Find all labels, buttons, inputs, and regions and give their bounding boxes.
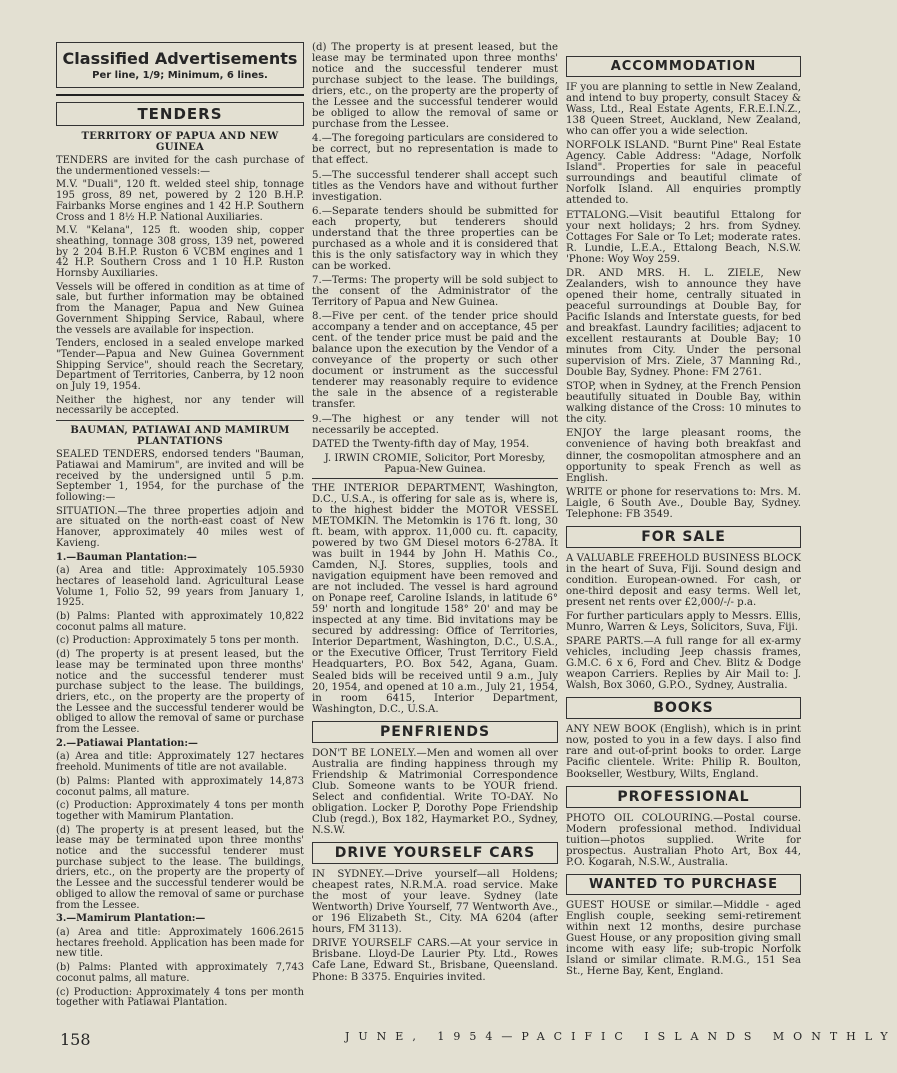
ad-paragraph: DRIVE YOURSELF CARS.—At your service in Brisbane. Lloyd-De Laurier Pty. Ltd., Rowes Cafe Lane, Edward St., Brisbane, Queensland. Phone: B 3375. Enquiries invited. [312,938,558,983]
divider [312,478,558,479]
ad-paragraph: GUEST HOUSE or similar.—Middle - aged English couple, seeking semi-retirement within next 12 months, desire purchase Guest House, or any proposition giving small income with easy life; sub-tropic Norfolk Island or similar climate. R.M.G., 151 Sea St., Herne Bay, Kent, England. [566,899,801,978]
ad-paragraph: THE INTERIOR DEPARTMENT, Washington, D.C., U.S.A., is offering for sale as is, where is, to the highest bidder the MOTOR VESSEL METOMKIN. The Metomkin is 176 ft. long, 30 ft. beam, with approx. 11,000 cu. ft. capacity, powered by two GM Diesel motors 6-278A. It was built in 1944 by John H. Mathis Co., Camden, N.J. Stores, supplies, tools and navigation equipment have been removed and are not included. The vessel is hard aground on Ponape reef, Caroline Islands, in latitude 6° 59' north and longitude 158° 20' and may be inspected at any time. Bid invitations may be secured by addressing: Office of Territories, Interior Department, Washington, D.C., U.S.A., or the Executive Officer, Trust Territory Field Headquarters, P.O. Box 542, Agana, Guam. Sealed bids will be received until 9 a.m., July 20, 1954, and opened at 10 a.m., July 21, 1954, in room 6415, Interior Department, Washington, D.C., U.S.A. [312,482,558,715]
divider [56,94,304,96]
section-heading-books: BOOKS [566,697,801,719]
ad-paragraph: IN SYDNEY.—Drive yourself—all Holdens; cheapest rates, N.R.M.A. road service. Make the most of your leave. Sydney (late Wentworth) Drive Yourself, 77 Wentworth Ave., or 196 Elizabeth St., City. MA 6204 (after hours, FM 3113). [312,869,558,936]
column-2 [312,42,558,986]
ad-paragraph: SEALED TENDERS, endorsed tenders "Bauman, Patiawai and Mamirum", are invited and will be received by the undersigned until 5 p.m. September 1, 1954, for the purchase of the following:— [56,449,304,503]
ad-paragraph: SITUATION.—The three properties adjoin and are situated on the north-east coast of New Hanover, approximately 40 miles west of Kavieng. [56,505,304,549]
section-heading-accommodation: ACCOMMODATION [566,56,801,77]
ad-paragraph: DATED the Twenty-fifth day of May, 1954. [312,438,530,450]
subheading-territory: TERRITORY OF PAPUA AND NEW GUINEA [81,131,279,153]
ad-paragraph: IF you are planning to settle in New Zealand, and intend to buy property, consult Stacey & Wass, Ltd., Real Estate Agents, F.R.E.I.N.Z., 138 Queen Street, Auckland, New Zealand, who can offer you a wide selection. [566,82,802,138]
ad-paragraph: Tenders, enclosed in a sealed envelope marked "Tender—Papua and New Guinea Government Shipping Service", should reach the Secretary, Department of Territories, Canberra, by 12 noon on July 19, 1954. [56,338,304,393]
subheading-plantations: BAUMAN, PATIAWAI AND MAMIRUM PLANTATIONS [70,425,290,448]
ad-paragraph: (d) The property is at present leased, but the lease may be terminated upon three months' notice and the successful tenderer must purchase subject to the lease. The buildings, driers, etc., on the property are the property of the Lessee and the successful tenderer would be obliged to allow the removal of same or purchase from the Lessee. [312,42,558,131]
page-number: 158 [60,1030,91,1049]
ad-paragraph: 5.—The successful tenderer shall accept such titles as the Vendors have and without further investigation. [312,169,558,203]
running-footer: JUNE, 1954—PACIFIC ISLANDS MONTHLY [345,1030,897,1043]
ad-paragraph: (d) The property is at present leased, but the lease may be terminated upon three months' notice and the successful tenderer must purchase subject to the lease. The buildings, driers, etc., on the property are the property of the Lessee and the successful tenderer would be obliged to allow the removal of same or purchase from the Lessee. [56,824,304,911]
ad-paragraph: A VALUABLE FREEHOLD BUSINESS BLOCK in the heart of Suva, Fiji. Sound design and condition. European-owned. For cash, or one-third deposit and easy terms. Well let, present net rents over £2,000/-/- p.a. [566,552,801,608]
ad-paragraph: ETTALONG.—Visit beautiful Ettalong for your next holidays; 2 hrs. from Sydney. Cottages For Sale or To Let; moderate rates. R. Lundie, L.E.A., Ettalong Beach, N.S.W. 'Phone: Woy Woy 259. [566,209,801,265]
ad-paragraph: (b) Palms: Planted with approximately 7,743 coconut palms, all mature. [56,962,304,984]
ad-paragraph: DR. AND MRS. H. L. ZIELE, New Zealanders, wish to announce they have opened their home, centrally situated in peaceful surroundings at Double Bay, for Pacific Islands and Interstate guests, for bed and breakfast. Laundry facilities; adjacent to excellent restaurants at Double Bay; 10 minutes from City. Under the personal supervision of Mrs. Ziele, 37 Manning Rd., Double Bay, Sydney. Phone: FM 2761. [566,267,801,379]
ad-paragraph: 6.—Separate tenders should be submitted for each property, but tenderers should understand that the three properties can be purchased as a whole and it is considered that this is the only satisfactory way in which they can be worked. [312,205,558,272]
ad-paragraph: (b) Palms: Planted with approximately 14,873 coconut palms, all mature. [56,775,304,798]
section-heading-penfriends: PENFRIENDS [312,721,558,743]
ad-paragraph: (d) The property is at present leased, but the lease may be terminated upon three months' notice and the successful tenderer must purchase subject to the lease. The buildings, driers, etc., on the property are the property of the Lessee and the successful tenderer would be obliged to allow the removal of same or purchase from the Lessee. [56,649,304,736]
ad-paragraph: For further particulars apply to Messrs. Ellis, Munro, Warren & Leys, Solicitors, Suva, Fiji. [566,611,801,634]
section-heading-professional: PROFESSIONAL [566,786,801,808]
ad-paragraph: ENJOY the large pleasant rooms, the convenience of having both breakfast and dinner, the cosmopolitan atmosphere and an opportunity to speak French as well as English. [566,428,801,484]
classified-header [56,42,304,88]
section-heading-wanted-to-purchase: WANTED TO PURCHASE [566,874,801,895]
ad-paragraph: Vessels will be offered in condition as at time of sale, but further information may be obtained from the Manager, Papua and New Guinea Government Shipping Service, Rabaul, where the vessels are available for inspection. [56,281,304,336]
ad-paragraph: 8.—Five per cent. of the tender price should accompany a tender and on acceptance, 45 per cent. of the tender price must be paid and the balance upon the execution by the Vendor of a conveyance of the property or such other document or instrument as the successful tenderer may reasonably require to evidence the sale in the absence of a registerable transfer. [312,311,558,411]
ad-paragraph: WRITE or phone for reservations to: Mrs. M. Laigle, 6 South Ave., Double Bay, Sydney. Telephone: FB 3549. [566,486,801,520]
column-1 [56,42,304,1012]
ad-paragraph: DON'T BE LONELY.—Men and women all over Australia are finding happiness through my Friendship & Matrimonial Correspondence Club. Someone wants to be YOUR friend. Select and confidential. Write TO-DAY. No obligation. Locker P, Dorothy Pope Friendship Club (regd.), Box 182, Haymarket P.O., Sydney, N.S.W. [312,747,558,837]
ad-paragraph: PHOTO OIL COLOURING.—Postal course. Modern professional method. Individual tuition—photos supplied. Write for prospectus. Australian Photo Art, Box 44, P.O. Kogarah, N.S.W., Australia. [566,812,801,868]
ad-paragraph: 7.—Terms: The property will be sold subject to the consent of the Administrator of the Territory of Papua and New Guinea. [312,274,558,309]
ad-paragraph: 3.—Mamirum Plantation:— [56,913,206,925]
ad-paragraph: (c) Production: Approximately 4 tons per month together with Mamirum Plantation. [56,800,304,822]
ad-paragraph: ANY NEW BOOK (English), which is in print now, posted to you in a few days. I also find rare and out-of-print books to order. Large Pacific clientele. Write: Philip R. Boulton, Bookseller, Westbury, Wilts, England. [566,724,801,780]
ad-paragraph: 1.—Bauman Plantation:— [56,551,197,563]
ad-paragraph: M.V. "Kelana", 125 ft. wooden ship, copper sheathing, tonnage 308 gross, 139 net, powered by 2 204 B.H.P. Ruston 6 VCBM engines and 1 42 H.P. Southern Cross and 1 10 H.P. Ruston Hornsby Auxiliaries. [56,225,304,280]
section-heading-tenders: TENDERS [56,102,304,126]
ad-paragraph: (a) Area and title: Approximately 105.5930 hectares of leasehold land. Agricultural Lease Volume 1, Folio 52, 99 years from January 1, 1925. [56,565,304,609]
classified-title: Classified Advertisements [62,49,298,68]
ad-paragraph: (c) Production: Approximately 5 tons per month. [56,635,299,647]
ad-paragraph: M.V. "Duali", 120 ft. welded steel ship, tonnage 195 gross, 89 net, powered by 2 120 B.H.P. Fairbanks Morse engines and 1 42 H.P. Southern Cross and 1 8½ H.P. National Auxiliaries. [56,179,304,223]
ad-signature: J. IRWIN CROMIE, Solicitor, Port Moresby, Papua-New Guinea. [324,452,546,475]
classified-rate: Per line, 1/9; Minimum, 6 lines. [92,70,268,81]
ad-paragraph: 2.—Patiawai Plantation:— [56,737,198,749]
ad-paragraph: 9.—The highest or any tender will not necessarily be accepted. [312,413,558,436]
ad-paragraph: TENDERS are invited for the cash purchase of the undermentioned vessels:— [56,155,304,177]
ad-paragraph: Neither the highest, nor any tender will necessarily be accepted. [56,394,304,417]
ad-paragraph: NORFOLK ISLAND. "Burnt Pine" Real Estate Agency. Cable Address: "Adage, Norfolk Island". Properties for sale in peaceful surroundings and beautiful climate of Norfolk Island. All enquiries promptly attended to. [566,140,801,207]
ad-paragraph: (b) Palms: Planted with approximately 10,822 coconut palms all mature. [56,611,304,633]
ad-paragraph: SPARE PARTS.—A full range for all ex-army vehicles, including Jeep chassis frames, G.M.C. 6 x 6, Ford and Chev. Blitz & Dodge weapon Carriers. Replies by Air Mail to: J. Walsh, Box 3060, G.P.O., Sydney, Australia. [566,636,801,692]
ad-paragraph: (a) Area and title: Approximately 1606.2615 hectares freehold. Application has been made for new title. [56,927,304,960]
section-heading-drive-yourself-cars: DRIVE YOURSELF CARS [312,842,558,864]
column-3 [566,42,801,980]
divider [56,420,304,421]
ad-paragraph: STOP, when in Sydney, at the French Pension beautifully situated in Double Bay, within walking distance of the Cross: 10 minutes to the city. [566,381,801,426]
ad-paragraph: (a) Area and title: Approximately 127 hectares freehold. Muniments of title are not available. [56,751,304,774]
ad-paragraph: (c) Production: Approximately 4 tons per month together with Patiawai Plantation. [56,986,304,1009]
section-heading-for-sale: FOR SALE [566,526,801,548]
ad-paragraph: 4.—The foregoing particulars are considered to be correct, but no representation is made to that effect. [312,133,558,167]
